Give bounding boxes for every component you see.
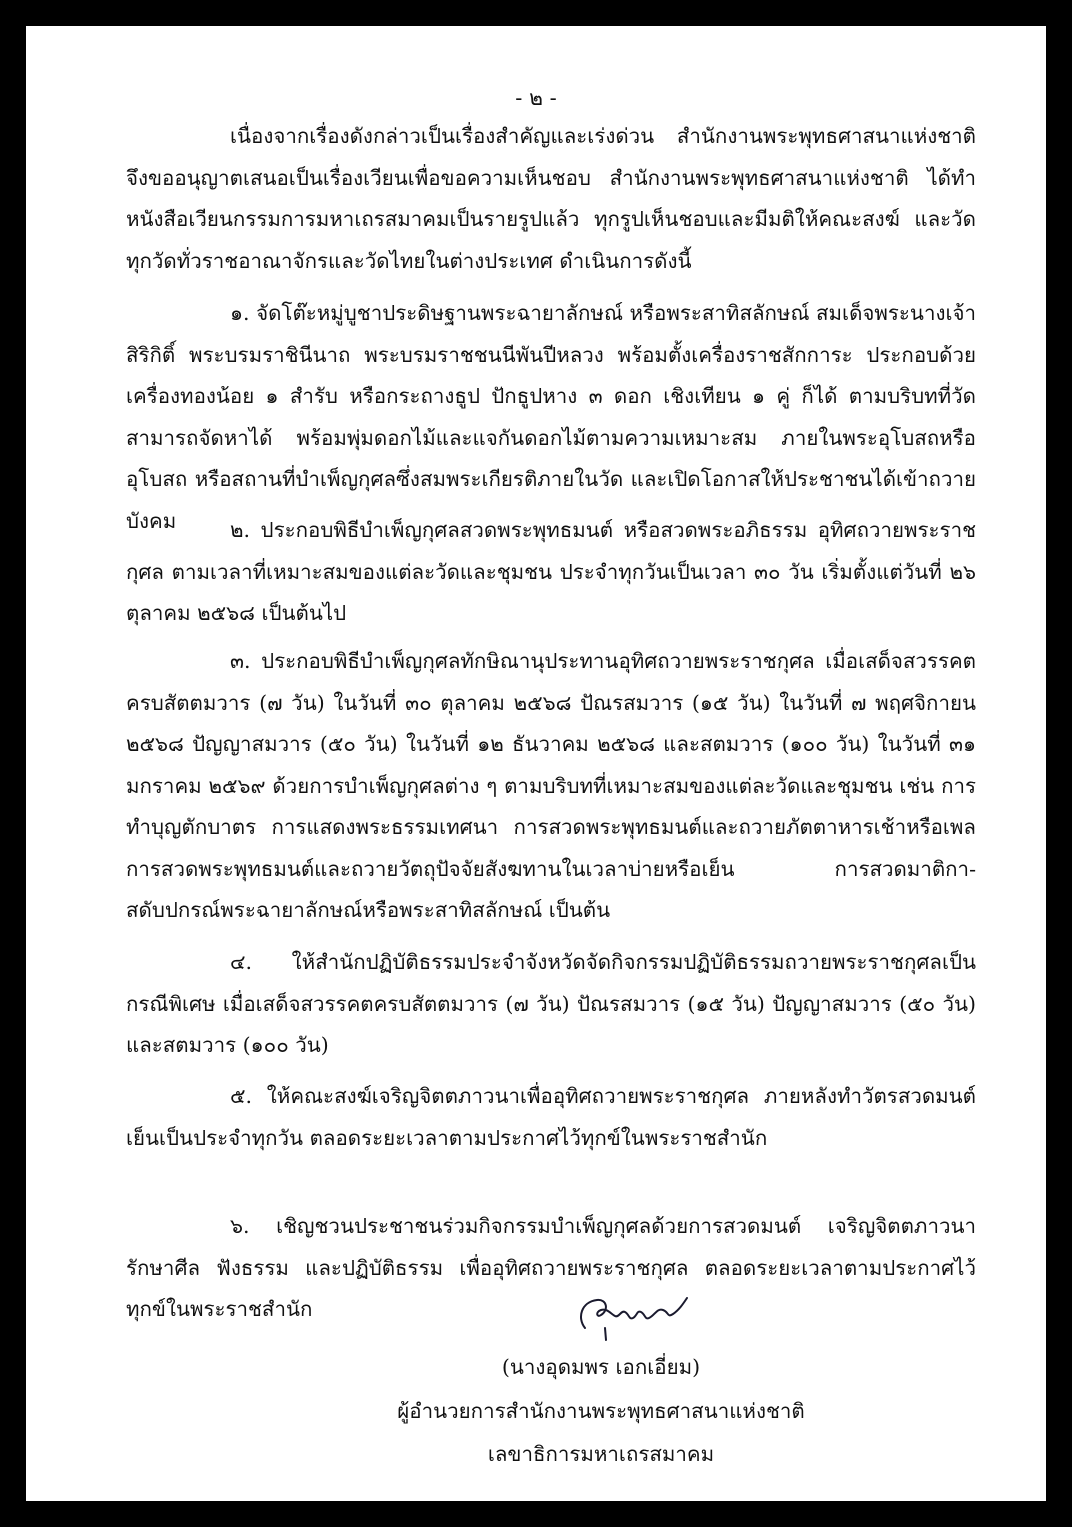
signatory-position-1: ผู้อำนวยการสำนักงานพระพุทธศาสนาแห่งชาติ <box>397 1399 805 1423</box>
signatory-position-2: เลขาธิการมหาเถรสมาคม <box>487 1442 715 1466</box>
item-4-paragraph: ๔. ให้สำนักปฏิบัติธรรมประจำจังหวัดจัดกิจกรรมปฏิบัติธรรมถวายพระราชกุศลเป็นกรณีพิเศษ เมื่อเสด็จสวรรคตครบสัตตมวาร (๗ วัน) ปัณรสมวาร (๑๕ วัน) ปัญญาสมวาร (๕๐ วัน) และสตมวาร (๑๐๐ วัน) <box>126 950 976 1057</box>
item-1-paragraph: ๑. จัดโต๊ะหมู่บูชาประดิษฐานพระฉายาลักษณ์ หรือพระสาทิสลักษณ์ สมเด็จพระนางเจ้าสิริกิติ์ พระบรมราชินีนาถ พระบรมราชชนนีพันปีหลวง พร้อมตั้งเครื่องราชสักการะ ประกอบด้วย เครื่องทองน้อย ๑ สำรับ หรือกระถางธูป ปักธูปหาง ๓ ดอก เชิงเทียน ๑ คู่ ก็ได้ ตามบริบทที่วัดสามารถจัดหาได้ พร้อมพุ่มดอกไม้และแจกันดอกไม้ตามความเหมาะสม ภายในพระอุโบสถหรืออุโบสถ หรือสถานที่บำเพ็ญกุศลซึ่งสมพระเกียรติภายในวัด และเปิดโอกาสให้ประชาชนได้เข้าถวายบังคม <box>126 301 976 533</box>
item-3-paragraph: ๓. ประกอบพิธีบำเพ็ญกุศลทักษิณานุประทานอุทิศถวายพระราชกุศล เมื่อเสด็จสวรรคตครบสัตตมวาร (๗ วัน) ในวันที่ ๓๐ ตุลาคม ๒๕๖๘ ปัณรสมวาร (๑๕ วัน) ในวันที่ ๗ พฤศจิกายน ๒๕๖๘ ปัญญาสมวาร (๕๐ วัน) ในวันที่ ๑๒ ธันวาคม ๒๕๖๘ และสตมวาร (๑๐๐ วัน) ในวันที่ ๓๑ มกราคม ๒๕๖๙ ด้วยการบำเพ็ญกุศลต่าง ๆ ตามบริบทที่เหมาะสมของแต่ละวัดและชุมชน เช่น การทำบุญตักบาตร การแสดงพระธรรมเทศนา การสวดพระพุทธมนต์และถวายภัตตาหารเช้าหรือเพล การสวดพระพุทธมนต์และถวายวัตถุปัจจัยสังฆทานในเวลาบ่ายหรือเย็น การสวดมาติกา-สดับปกรณ์พระฉายาลักษณ์หรือพระสาทิสลักษณ์ เป็นต้น <box>126 649 976 922</box>
document-page <box>26 26 1046 1501</box>
handwritten-signature <box>571 1288 691 1348</box>
item-6-paragraph: ๖. เชิญชวนประชาชนร่วมกิจกรรมบำเพ็ญกุศลด้วยการสวดมนต์ เจริญจิตตภาวนา รักษาศีล ฟังธรรม และปฏิบัติธรรม เพื่ออุทิศถวายพระราชกุศล ตลอดระยะเวลาตามประกาศไว้ทุกข์ในพระราชสำนัก <box>126 1214 976 1321</box>
item-2-paragraph: ๒. ประกอบพิธีบำเพ็ญกุศลสวดพระพุทธมนต์ หรือสวดพระอภิธรรม อุทิศถวายพระราชกุศล ตามเวลาที่เหมาะสมของแต่ละวัดและชุมชน ประจำทุกวันเป็นเวลา ๓๐ วัน เริ่มตั้งแต่วันที่ ๒๖ ตุลาคม ๒๕๖๘ เป็นต้นไป <box>126 518 976 625</box>
item-5-paragraph: ๕. ให้คณะสงฆ์เจริญจิตตภาวนาเพื่ออุทิศถวายพระราชกุศล ภายหลังทำวัตรสวดมนต์เย็นเป็นประจำทุกวัน ตลอดระยะเวลาตามประกาศไว้ทุกข์ในพระราชสำนัก <box>126 1084 976 1150</box>
intro-paragraph: เนื่องจากเรื่องดังกล่าวเป็นเรื่องสำคัญและเร่งด่วน สำนักงานพระพุทธศาสนาแห่งชาติ จึงขออนุญาตเสนอเป็นเรื่องเวียนเพื่อขอความเห็นชอบ สำนักงานพระพุทธศาสนาแห่งชาติ ได้ทำหนังสือเวียนกรรมการมหาเถรสมาคมเป็นรายรูปแล้ว ทุกรูปเห็นชอบและมีมติให้คณะสงฆ์ และวัดทุกวัดทั่วราชอาณาจักรและวัดไทยในต่างประเทศ ดำเนินการดังนี้ <box>126 124 976 273</box>
page-number: - ๒ - <box>515 86 557 110</box>
signatory-name: (นางอุดมพร เอกเอี่ยม) <box>501 1355 701 1379</box>
